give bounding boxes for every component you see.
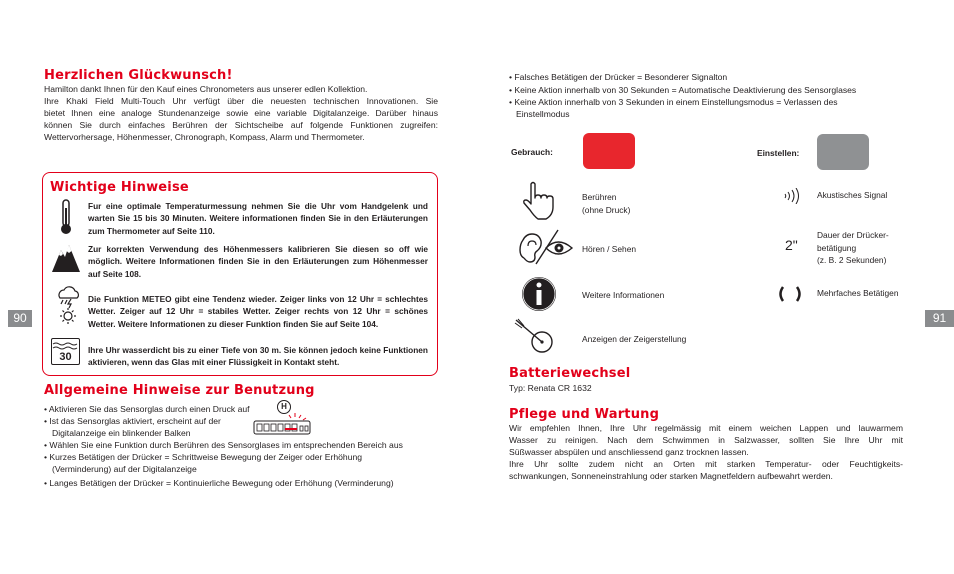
set-label: Einstellen: [757,148,800,158]
legend-position-label: Anzeigen der Zeigerstellung [582,334,687,344]
duration-icon: 2" [785,237,798,253]
right-bullet-3-cont: Einstellmodus [516,109,570,119]
h-button-icon: H [277,400,291,414]
care-heading: Pflege und Wartung [509,407,660,422]
note-thermometer: Fur eine optimale Temperaturmessung nehmen Sie die Uhr vom Handgelenk und warten Sie 15 bis 30 Minuten. Weitere informationen finden Sie in den Erläuterungen zum Thermometer auf Seite 110. [88,201,428,236]
text-line: Ihre Uhr sollte zudem nicht an Orten mit starken Temperatur- oder Feuchtigkeits- [509,458,903,469]
water-resistance-icon [51,338,80,365]
page-number-left: 90 [8,310,32,327]
right-bullet-3: • Keine Aktion innerhalb von 3 Sekunden in einem Einstellungsmodus = Verlassen des [509,97,838,107]
use-label: Gebrauch: [511,147,553,157]
text-line: Wasser zu reinigen. Nach dem Schwimmen in Salzwasser, sollten Sie Ihre Uhr mit [509,434,903,445]
legend-sound-label: Akustisches Signal [817,190,888,200]
mountain-icon [51,241,81,273]
right-bullet-1: • Falsches Betätigen der Drücker = Besonderer Signalton [509,72,728,82]
info-icon [520,275,558,313]
note-meteo: Die Funktion METEO gibt eine Tendenz wieder. Zeiger links von 12 Uhr = schlechtes Wetter. Zeiger auf 12 Uhr = stabiles Wetter. Zeiger rechts von 12 Uhr = schönes Wetter. Weitere Informationen zu dieser Funktion finden Sie auf Seite 104. [88,294,428,329]
general-bullet-2-cont: Digitalanzeige ein blinkender Balken [52,428,191,438]
legend-info-label: Weitere Informationen [582,290,665,300]
general-bullet-2: • Ist das Sensorglas aktiviert, erscheint auf der [44,416,221,426]
text-line: bietet Ihnen eine analoge Stundenanzeige sowie eine variable Digitalanzeige. Darüber hinaus [44,107,438,118]
general-bullet-3: • Wählen Sie eine Funktion durch Berühren des Sensorglases im entsprechenden Bereich aus [44,440,403,450]
thermometer-icon [56,198,76,236]
weather-icon [54,284,84,330]
general-bullet-4: • Kurzes Betätigen der Drücker = Schrittweise Bewegung der Zeiger oder Erhöhung [44,452,363,462]
congrats-heading: Herzlichen Glückwunsch! [44,68,233,83]
general-bullet-5: • Langes Betätigen der Drücker = Kontinuierliche Bewegung oder Erhöhung (Verminderung) [44,478,394,488]
battery-heading: Batteriewechsel [509,366,631,381]
note-altimeter: Zur korrekten Verwendung des Höhenmessers kalibrieren Sie diesen so off wie möglich. Weitere Informationen finden Sie in den Erläuterungen zum Höhenmesser auf Seite 108. [88,244,428,279]
text-line: Wettervorhersage, Höhenmesser, Chronograph, Kompass, Alarm und Thermometer. [44,131,365,142]
text-line: Ihre Khaki Field Multi-Touch Uhr verfügt über die neuesten technischen Innovationen. Sie [44,95,438,106]
legend-hear-see-label: Hören / Sehen [582,244,637,254]
text-line: schwankungen, Sonneneinstrahlung oder starken Magnetfeldern aufbewahrt werden. [509,470,833,481]
water-depth-label: 30 [59,351,72,363]
right-bullet-2: • Keine Aktion innerhalb von 30 Sekunden = Automatische Deaktivierung des Sensorglases [509,85,857,95]
digital-display-icon [253,412,313,436]
care-paragraph [509,423,903,483]
sound-icon [782,188,802,204]
note-water: Ihre Uhr wasserdicht bis zu einer Tiefe von 30 m. Sie können jedoch keine Funktionen aktivieren, wenn das Glas mit einer Flüssigkeit in Kontakt steht. [88,345,428,368]
hand-position-icon [514,318,554,356]
general-bullet-1: • Aktivieren Sie das Sensorglas durch einen Druck auf [44,404,250,414]
ear-eye-icon [516,226,576,266]
legend-touch-text: Berühren (ohne Druck) [582,192,631,215]
hand-touch-icon [519,180,557,220]
battery-type: Typ: Renata CR 1632 [509,383,592,393]
text-line: können Sie durch einfaches Berühren der Sichtscheibe auf folgende Funktionen zugreifen: [44,119,438,130]
set-color-swatch [817,134,869,170]
text-line: Wir empfehlen Ihnen, Ihre Uhr regelmässig mit einem weichen Lappen und lauwarmem [509,423,903,433]
general-bullet-4-cont: (Verminderung) auf der Digitalanzeige [52,464,197,474]
legend-duration-label: Dauer der Drücker- betätigung (z. B. 2 Sekunden) [817,230,889,265]
text-line: Hamilton dankt Ihnen für den Kauf eines Chronometers aus unserer edlen Kollektion. [44,84,368,94]
legend-multi-label: Mehrfaches Betätigen [817,288,899,298]
use-color-swatch [583,133,635,169]
text-line: Süßwasser abspülen und anschliessend ganz trocknen lassen. [509,446,749,457]
important-heading: Wichtige Hinweise [50,180,189,195]
legend-touch-label [582,191,630,216]
congrats-paragraph [44,84,438,144]
general-heading: Allgemeine Hinweise zur Benutzung [44,383,315,398]
page-number-right: 91 [925,310,954,327]
multi-press-icon [776,284,804,304]
